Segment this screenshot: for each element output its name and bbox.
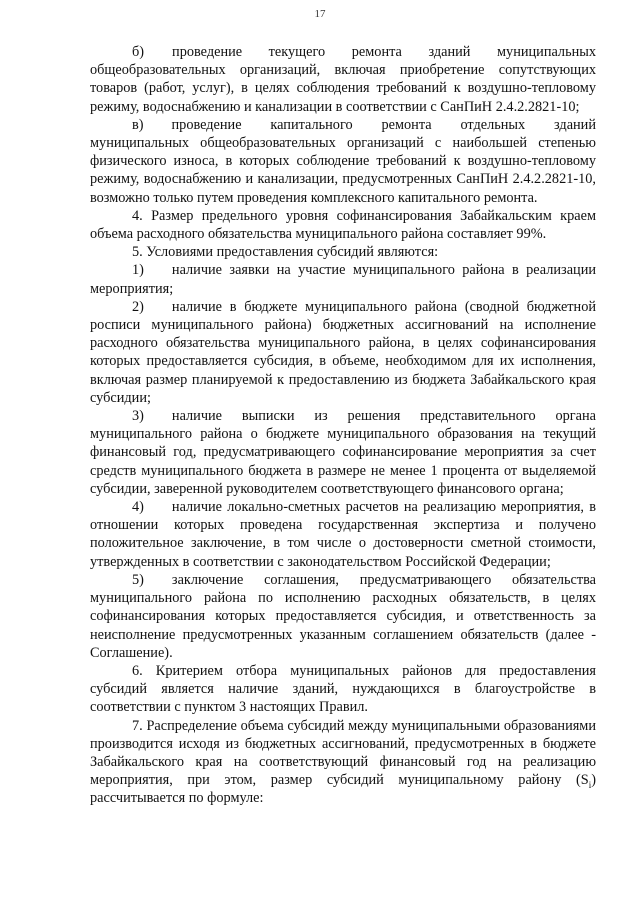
item-number: 5) [132,571,144,588]
item-text: наличие заявки на участие муниципального района в реализации мероприятия; [90,262,596,297]
condition-3 [90,407,596,498]
item-number: в) [132,116,144,133]
item-text-tail: ) рассчитывается по формуле: [90,772,596,807]
item-number: б) [132,44,145,60]
document-body [90,43,596,808]
item-number: 3) [132,408,144,425]
section-4 [90,207,596,243]
clause-b [90,43,596,116]
item-number: 1) [132,262,144,279]
section-5 [90,243,596,261]
item-text: наличие локально-сметных расчетов на реализацию мероприятия, в отношении которых проведена государственная экспертиза и получено положительное заключение, в том числе о достоверности сметной стоимости, утвержденных в соответствии с законодательством Российской Федерации; [90,499,596,570]
section-6 [90,662,596,717]
item-text: 7. Распределение объема субсидий между муниципальными образованиями производится исходя из бюджетных ассигнований, предусмотренных в бюджете Забайкальского края на соответствующий финансовый год на реализацию мероприятия, при этом, размер субсидий муниципальному району (S [90,717,596,789]
item-text: проведение текущего ремонта зданий муниципальных общеобразовательных организаций, включая приобретение сопутствующих товаров (работ, услуг), в целях соблюдения требований к воздушно-тепловому режиму, водоснабжению и канализации в соответствии с СанПиН 2.4.2.2821-10; [90,44,596,115]
clause-v [90,116,596,207]
item-text: 6. Критерием отбора муниципальных районов для предоставления субсидий является наличие зданий, нуждающихся в благоустройстве в соответствии с пунктом 3 настоящих Правил. [90,662,596,716]
subscript-i: i [588,779,592,790]
item-text: наличие в бюджете муниципального района (сводной бюджетной росписи муниципального района) бюджетных ассигнований на исполнение расходного обязательства муниципального района, в целях софинансирования которых предоставляется субсидия, в объеме, необходимом для их исполнения, включая размер планируемой к предоставлению из бюджета Забайкальского края субсидии; [90,298,596,406]
condition-5 [90,571,596,662]
condition-2 [90,298,596,407]
condition-1 [90,261,596,297]
item-text: 4. Размер предельного уровня софинансирования Забайкальским краем объема расходного обязательства муниципального района составляет 99%. [90,207,596,243]
item-number: 4) [132,499,144,516]
item-text: 5. Условиями предоставления субсидий являются: [132,244,439,261]
condition-4 [90,498,596,571]
item-text: заключение соглашения, предусматривающего обязательства муниципального района по исполнению расходных обязательств, в целях софинансирования которых предоставляется субсидия, и ответственность за неисполнение предусмотренных указанным соглашением обязательств (далее - Соглашение). [90,571,596,661]
section-7 [90,717,596,808]
page-number: 17 [314,8,326,20]
item-text: наличие выписки из решения представительного органа муниципального района о бюджете муниципального образования на текущий финансовый год, предусматривающего софинансирование мероприятия за счет средств муниципального бюджета в размере не менее 1 процента от выделяемой субсидии, заверенной руководителем соответствующего финансового органа; [90,408,596,497]
item-text: проведение капитального ремонта отдельных зданий муниципальных общеобразовательных организаций с наибольшей степенью физического износа, в которых соблюдение требований к воздушно-тепловому режиму, водоснабжению и канализации, предусмотренных СанПиН 2.4.2.2821-10, возможно только путем проведения комплексного капитального ремонта. [90,116,596,206]
item-number: 2) [132,298,144,315]
